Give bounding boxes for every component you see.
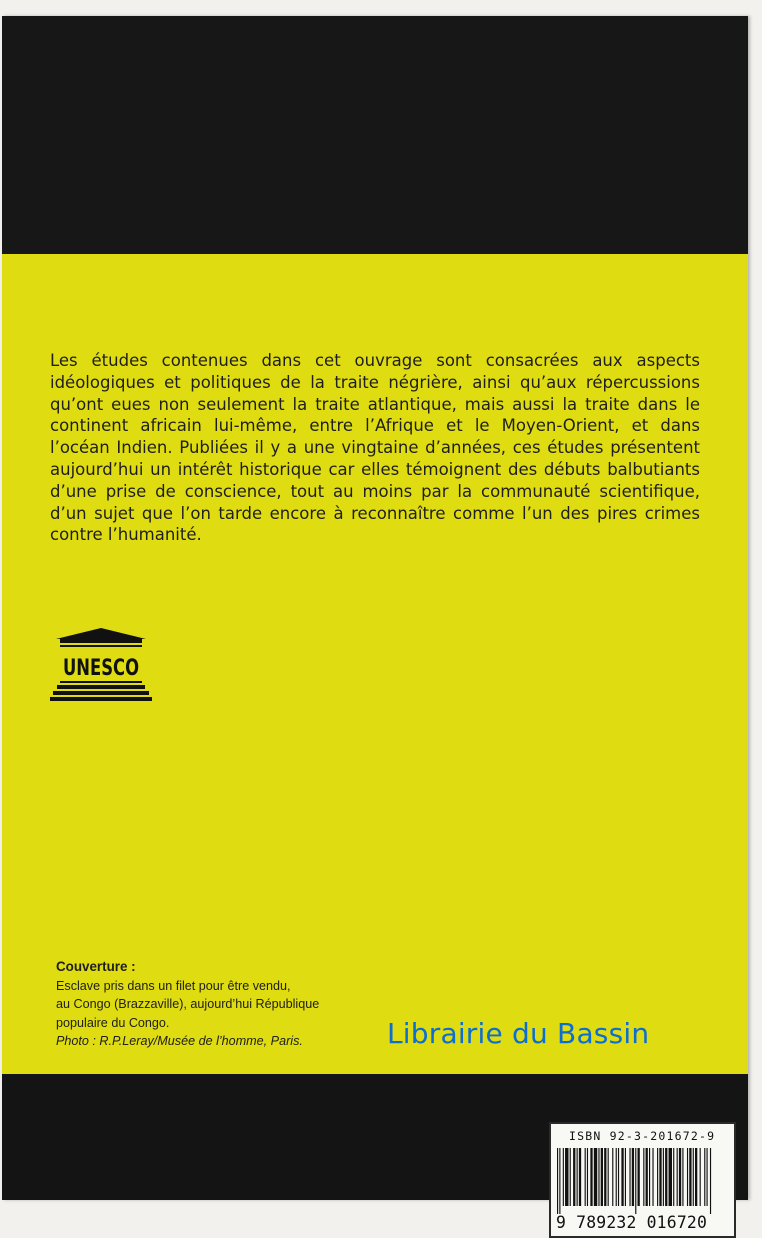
barcode-bar [649, 1148, 650, 1206]
barcode-bar [625, 1148, 626, 1206]
barcode-bar [557, 1148, 558, 1214]
barcode-bar [687, 1148, 688, 1206]
barcode-bar [577, 1148, 578, 1206]
top-black-band [2, 16, 748, 254]
isbn-label: ISBN 92-3-201672-9 [569, 1129, 716, 1143]
isbn-barcode [549, 1122, 736, 1238]
barcode-bar [652, 1148, 653, 1206]
caption-heading: Couverture : [56, 959, 136, 974]
barcode-bar [570, 1148, 571, 1206]
barcode-bar [679, 1148, 681, 1206]
barcode-bar [669, 1148, 672, 1206]
barcode-bar [608, 1148, 609, 1206]
barcode-bar [590, 1148, 592, 1206]
barcode-bar [632, 1148, 634, 1206]
barcode-bar [657, 1148, 658, 1206]
caption-line: populaire du Congo. [56, 1015, 170, 1030]
blurb-text: Les études contenues dans cet ouvrage sont consacrées aux aspects idéologiques et politiques de la traite négrière, ainsi qu’aux répercussions qu’ont eues non seulement la traite atlantique, mais aussi la traite dans le continent africain lui-même, entre l’Afrique et le Moyen-Orient, et dans l’océan Indien. Publiées il y a une vingtaine d’années, ces études présentent aujourd’hui un intérêt historique car elles témoignent des débuts balbutiants d’une prise de conscience, tout au moins par la communauté scientifique, d’un sujet que l’on tarde encore à reconnaître comme l’un des pires crimes contre l’humanité. [50, 351, 700, 545]
barcode-bar [579, 1148, 581, 1206]
photo-credit: Photo : R.P.Leray/Musée de l’homme, Paris. [56, 1034, 303, 1048]
cover-caption [56, 958, 386, 1051]
barcode-bar [618, 1148, 619, 1206]
barcode-bar [587, 1148, 588, 1206]
barcode-bar [677, 1148, 678, 1206]
barcode-bar [629, 1148, 630, 1206]
barcode-bar [559, 1148, 560, 1214]
barcode-bar [663, 1148, 664, 1206]
unesco-logo-text: UNESCO [63, 656, 139, 681]
caption-line: au Congo (Brazzaville), aujourd’hui République [56, 997, 320, 1011]
barcode-bar [695, 1148, 697, 1206]
barcode-bar [601, 1148, 603, 1206]
barcode-bar [565, 1148, 568, 1206]
barcode-bar [659, 1148, 661, 1206]
barcode-bar [621, 1148, 623, 1206]
barcode-bar [616, 1148, 617, 1206]
barcode-bar [612, 1148, 613, 1206]
barcode-bar [585, 1148, 586, 1206]
barcode-bar [573, 1148, 575, 1206]
barcode-bar [643, 1148, 644, 1206]
barcode-bar [693, 1148, 694, 1206]
caption-line: Esclave pris dans un filet pour être vendu, [56, 978, 291, 993]
barcode-bar [638, 1148, 640, 1206]
barcode-bar [598, 1148, 599, 1206]
barcode-bar [646, 1148, 648, 1206]
barcode-bar [635, 1148, 636, 1214]
barcode-bar [665, 1148, 667, 1206]
barcode-bar [704, 1148, 705, 1206]
barcode-bar [707, 1148, 708, 1206]
barcode-bar [700, 1148, 701, 1206]
ean-number: 9 789232 016720 [556, 1213, 708, 1232]
barcode-bar [682, 1148, 683, 1206]
bottom-black-band [2, 1074, 748, 1232]
barcode-bars [551, 1148, 734, 1218]
yellow-panel [2, 254, 748, 1074]
barcode-bar [604, 1148, 606, 1206]
unesco-logo [50, 626, 152, 704]
barcode-bar [710, 1148, 711, 1214]
barcode-bar [594, 1148, 597, 1206]
seller-stamp: Librairie du Bassin [387, 1017, 650, 1050]
barcode-bar [689, 1148, 691, 1206]
barcode-bar [563, 1148, 564, 1206]
book-back-cover [2, 16, 748, 1232]
barcode-bar [673, 1148, 674, 1206]
